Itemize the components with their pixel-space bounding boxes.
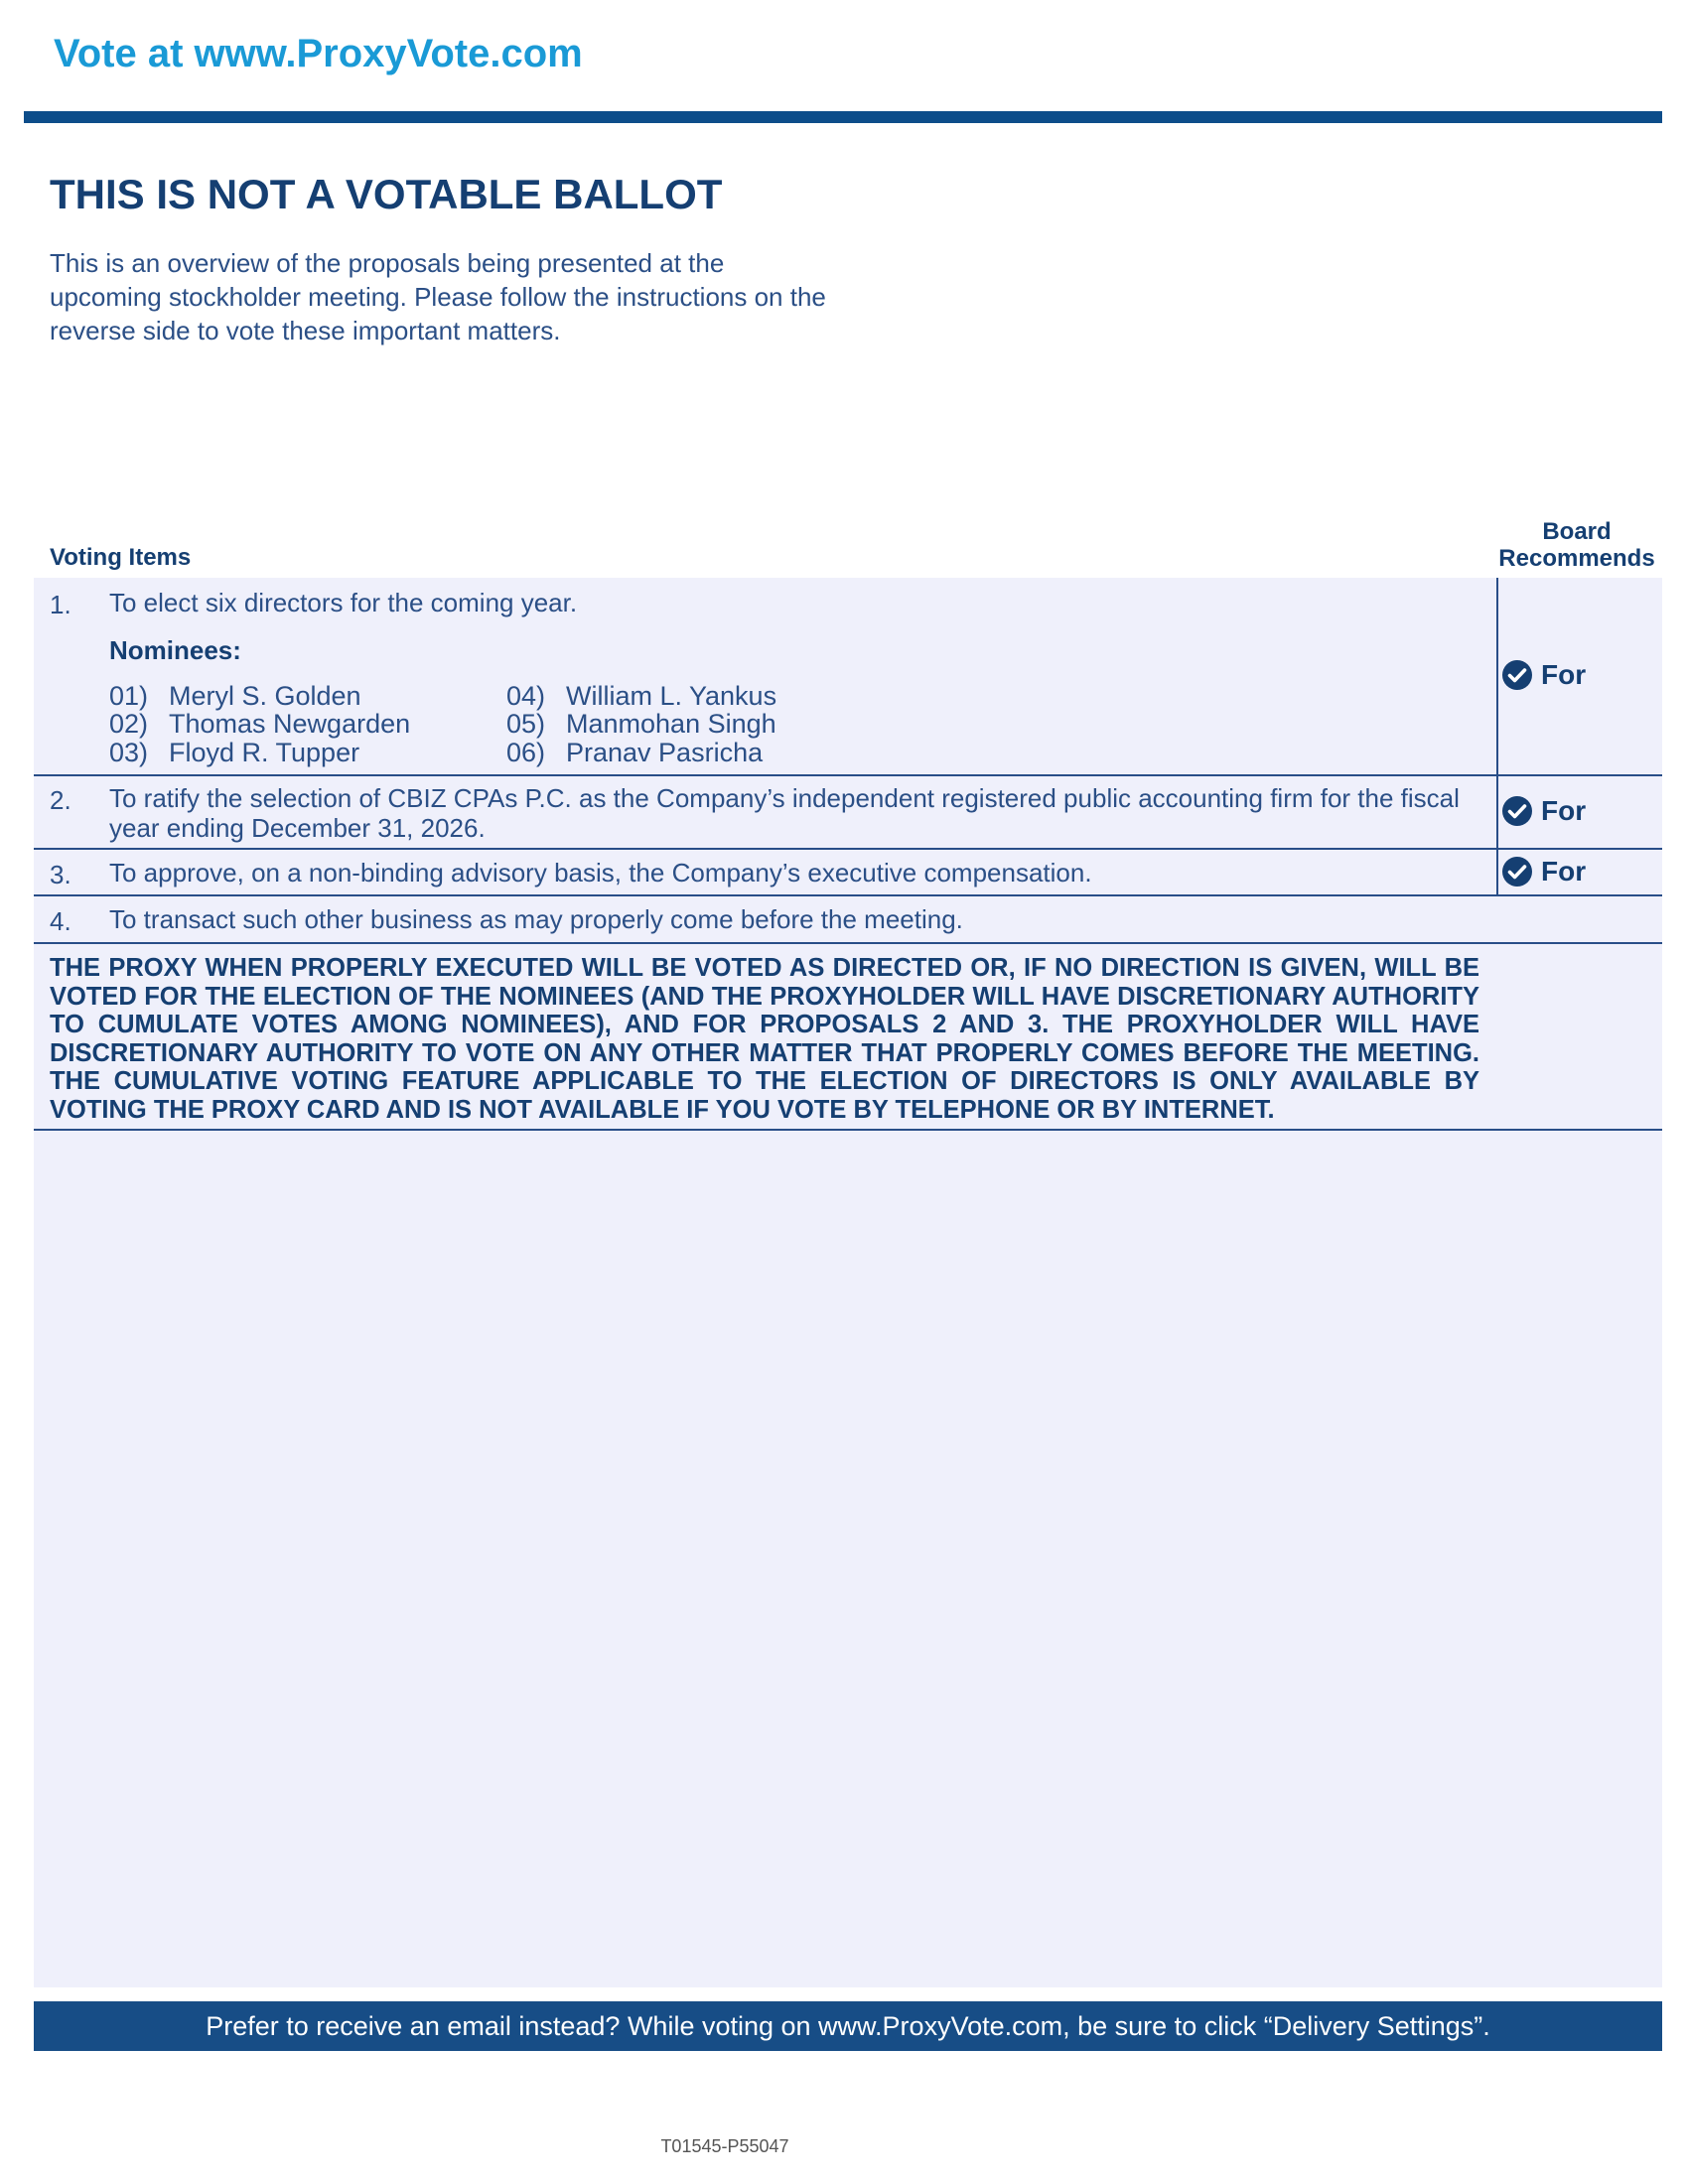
header-rule (24, 111, 1662, 123)
nominee-item (506, 738, 763, 768)
item-1-text: To elect six directors for the coming year. (109, 588, 578, 617)
voting-items-header: Voting Items (50, 544, 192, 571)
nominee-item (506, 709, 776, 740)
item-1-number: 1. (50, 590, 71, 619)
nominee-item (506, 681, 776, 712)
proxy-disclaimer: THE PROXY WHEN PROPERLY EXECUTED WILL BE VOTED AS DIRECTED OR, IF NO DIRECTION IS GIVEN, WILL BE VOTED FOR THE ELECTION OF THE NOMINEES (AND THE PROXYHOLDER WILL HAVE DISCRETIONARY AUTHORITY TO CUMULATE VOTES AMONG NOMINEES), AND FOR PROPOSALS 2 AND 3. THE PROXYHOLDER WILL HAVE DISCRETIONARY AUTHORITY TO VOTE ON ANY OTHER MATTER THAT PROPERLY COMES BEFORE THE MEETING. THE CUMULATIVE VOTING FEATURE APPLICABLE TO THE ELECTION OF DIRECTORS IS ONLY AVAILABLE BY VOTING THE PROXY CARD AND IS NOT AVAILABLE IF YOU VOTE BY TELEPHONE OR BY INTERNET. (50, 954, 1479, 1124)
item-3-text: To approve, on a non-binding advisory basis, the Company’s executive compensation. (109, 858, 1092, 887)
delivery-settings-banner: Prefer to receive an email instead? While voting on www.ProxyVote.com, be sure to click “Delivery Settings”. (34, 2001, 1662, 2051)
nominee-number: 04) (506, 681, 546, 711)
intro-text: This is an overview of the proposals being presented at the upcoming stockholder meeting. Please follow the instructions on the reverse side to vote these important matters. (50, 248, 826, 345)
recommendation-label: For (1541, 795, 1587, 826)
board-header-line1: Board (1542, 518, 1612, 545)
item-2-recommendation (1501, 795, 1586, 827)
item-1-recommendation (1501, 659, 1586, 691)
document-code: T01545-P55047 (660, 2136, 789, 2156)
nominee-number: 01) (109, 681, 149, 711)
check-circle-icon (1501, 659, 1533, 691)
proxyvote-link[interactable]: Vote at www.ProxyVote.com (54, 32, 583, 75)
nominee-item (109, 709, 410, 740)
row-divider (34, 942, 1662, 944)
column-divider (1496, 578, 1498, 894)
row-divider (34, 1129, 1662, 1131)
nominee-number: 06) (506, 738, 546, 767)
item-4-number: 4. (50, 906, 71, 936)
check-circle-icon (1501, 795, 1533, 827)
board-recommends-header (1497, 518, 1656, 572)
recommendation-label: For (1541, 659, 1587, 690)
nominees-label: Nominees: (109, 635, 241, 665)
nominee-name: Meryl S. Golden (169, 681, 361, 711)
item-2-text: To ratify the selection of CBIZ CPAs P.C. as the Company’s independent registered public accounting firm for the fiscal year ending December 31, 2026. (109, 783, 1460, 843)
nominee-item (109, 738, 359, 768)
nominee-number: 02) (109, 709, 149, 739)
nominee-name: William L. Yankus (566, 681, 777, 711)
row-divider (34, 894, 1662, 896)
item-2-number: 2. (50, 785, 71, 815)
nominee-name: Floyd R. Tupper (169, 738, 360, 767)
board-header-line2: Recommends (1498, 545, 1655, 572)
page-title: THIS IS NOT A VOTABLE BALLOT (50, 171, 723, 217)
row-divider (34, 774, 1662, 776)
nominee-number: 03) (109, 738, 149, 767)
item-3-number: 3. (50, 860, 71, 889)
nominee-item (109, 681, 361, 712)
recommendation-label: For (1541, 856, 1587, 887)
nominee-name: Manmohan Singh (566, 709, 776, 739)
item-4-text: To transact such other business as may properly come before the meeting. (109, 904, 963, 934)
item-3-recommendation (1501, 856, 1586, 887)
row-divider (34, 848, 1662, 850)
nominee-number: 05) (506, 709, 546, 739)
nominee-name: Thomas Newgarden (169, 709, 411, 739)
check-circle-icon (1501, 856, 1533, 887)
nominee-name: Pranav Pasricha (566, 738, 764, 767)
